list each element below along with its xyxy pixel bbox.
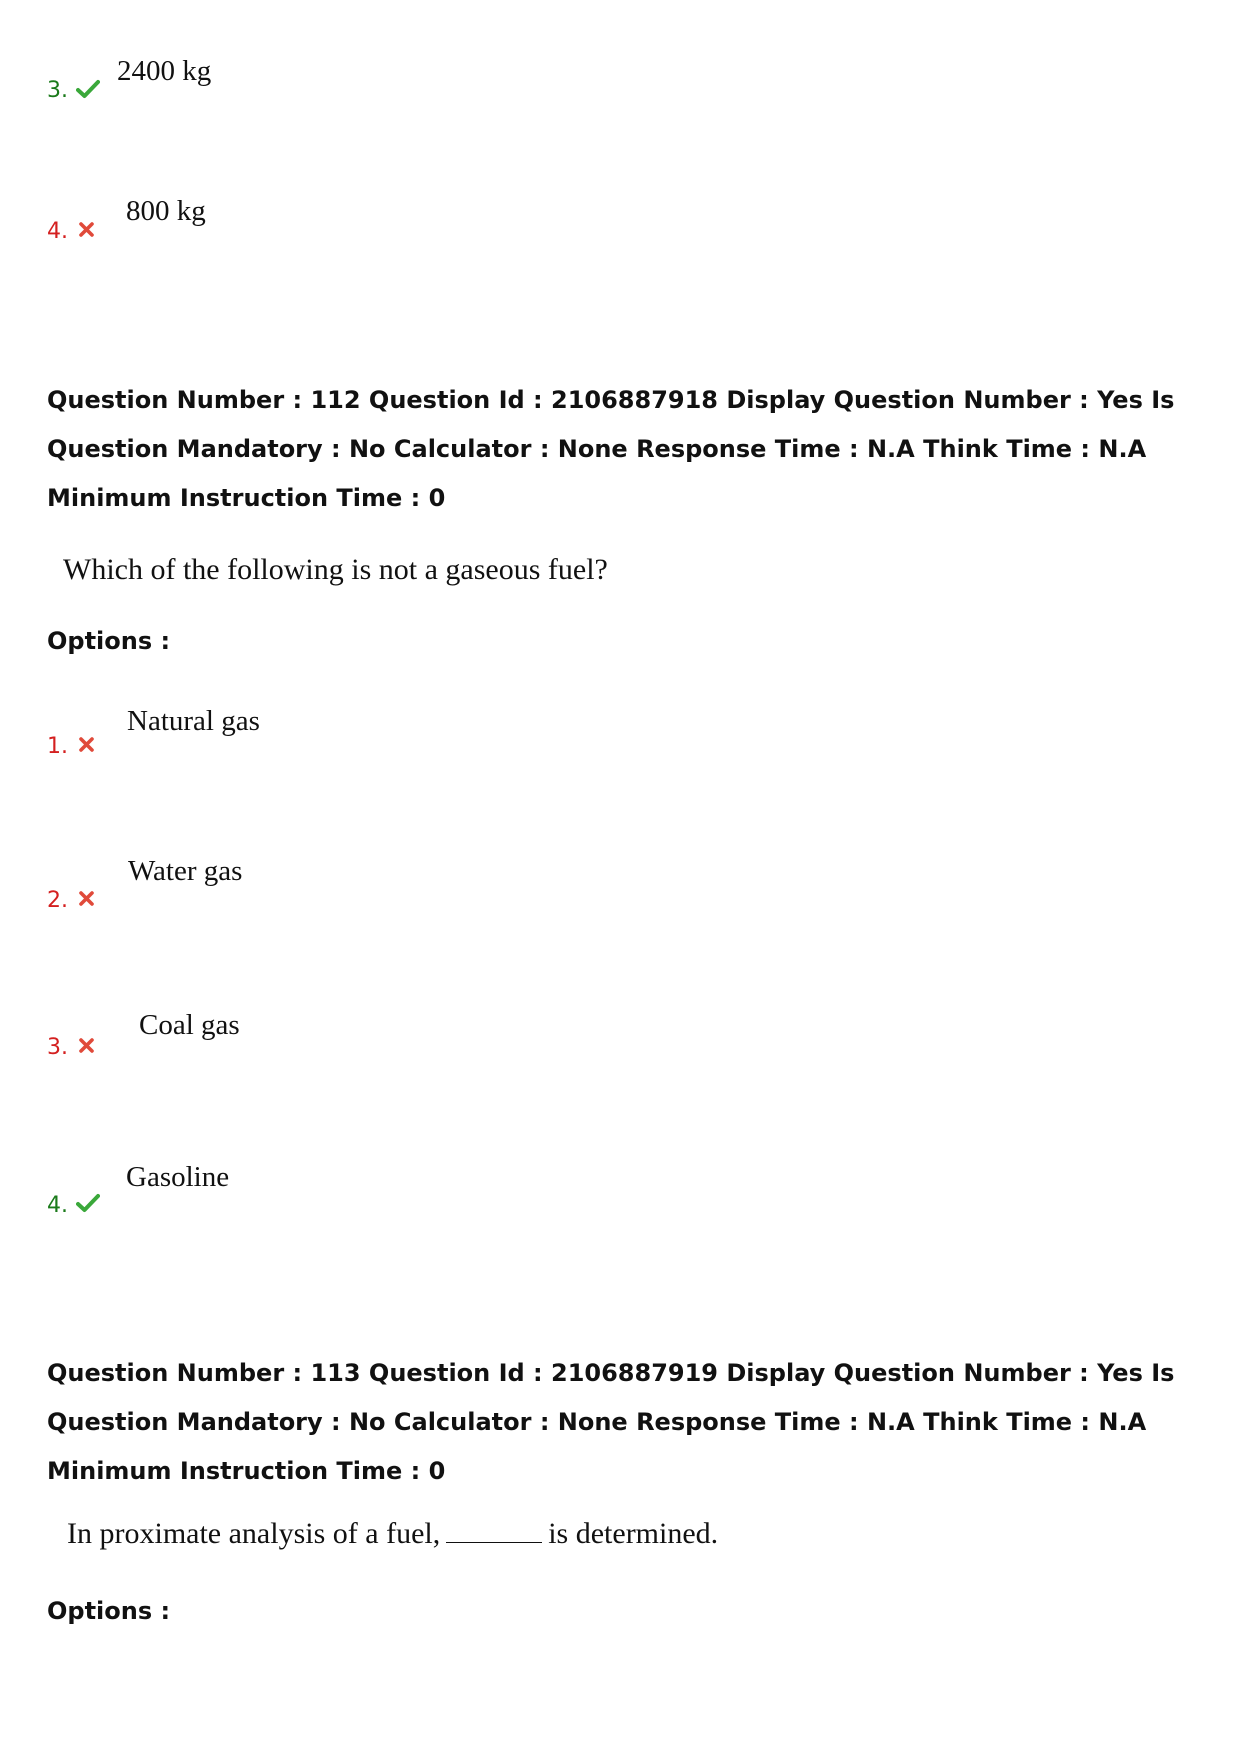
question-text bbox=[67, 1516, 718, 1552]
option-number: 4. bbox=[47, 1193, 68, 1218]
option-number: 4. bbox=[47, 219, 68, 244]
question-meta: Question Number : 113 Question Id : 2106887919 Display Question Number : Yes Is Question Mandatory : No Calculator : None Response Time : N.A Think Time : N.A Minimum Instruction Time : 0 bbox=[47, 1359, 1175, 1485]
option-text: Coal gas bbox=[139, 1009, 240, 1041]
option-text: Gasoline bbox=[126, 1161, 230, 1193]
option-number: 1. bbox=[47, 734, 68, 759]
question-meta: Question Number : 112 Question Id : 2106887918 Display Question Number : Yes Is Question Mandatory : No Calculator : None Response Time : N.A Think Time : N.A Minimum Instruction Time : 0 bbox=[47, 386, 1175, 512]
cross-icon bbox=[79, 1038, 94, 1057]
cross-icon bbox=[79, 891, 94, 910]
question-text-start: In proximate analysis of a fuel, bbox=[67, 1517, 441, 1550]
question-text-end: is determined. bbox=[548, 1517, 719, 1550]
option-text: 2400 kg bbox=[117, 55, 212, 87]
cross-icon bbox=[79, 737, 94, 756]
option-text: Natural gas bbox=[127, 705, 260, 737]
option-text: 800 kg bbox=[126, 195, 206, 227]
cross-icon bbox=[79, 222, 94, 241]
option-number: 2. bbox=[47, 888, 68, 913]
options-label: Options : bbox=[47, 627, 171, 655]
option-text: Water gas bbox=[128, 855, 243, 887]
answer-blank bbox=[446, 1518, 542, 1543]
option-number: 3. bbox=[47, 78, 68, 103]
check-icon bbox=[76, 1193, 100, 1217]
option-number: 3. bbox=[47, 1035, 68, 1060]
check-icon bbox=[76, 79, 100, 103]
options-label: Options : bbox=[47, 1597, 171, 1625]
question-text: Which of the following is not a gaseous fuel? bbox=[63, 553, 608, 586]
